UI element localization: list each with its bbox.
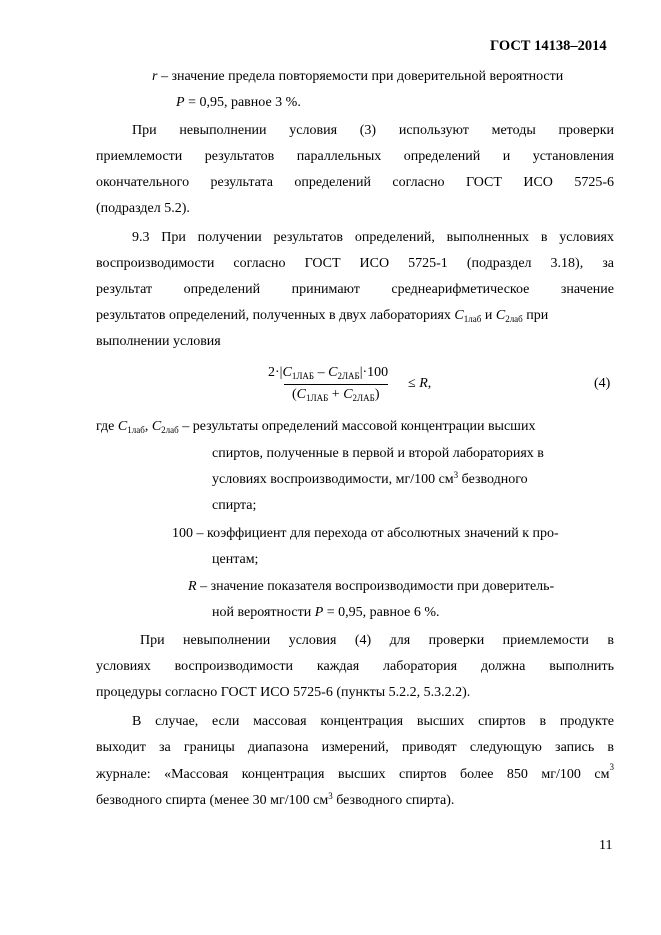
para2-line-labs <box>96 308 548 327</box>
para4-line-last <box>96 793 454 809</box>
symbol-100: 100 <box>172 526 193 541</box>
para1-line: При невыполнении условия (3) используют методы проверки <box>132 123 614 138</box>
para4-line-journal <box>96 762 614 783</box>
definition-r-line2 <box>176 95 301 111</box>
where-line-units <box>212 472 528 488</box>
standard-header: ГОСТ 14138–2014 <box>490 38 607 54</box>
para3-line: процедуры согласно ГОСТ ИСО 5725-6 (пункты 5.2.2, 5.3.2.2). <box>96 685 471 700</box>
para3-line: условиях воспроизводимости каждая лаборатория должна выполнить <box>96 659 614 674</box>
para2-line: результат определений принимают среднеарифметическое значение <box>96 282 614 297</box>
para4-last-tail: безводного спирта). <box>332 793 455 808</box>
where-line: спиртов, полученные в первой и второй лабораториях в <box>212 446 544 461</box>
symbol-r: r <box>152 69 158 84</box>
definition-100 <box>172 526 559 542</box>
para2-tail: при <box>522 308 549 323</box>
symbol-p: P <box>176 95 185 110</box>
formula-den-c1: C <box>296 387 307 402</box>
where-sep: , <box>144 419 152 434</box>
definition-r-text: – значение предела повторяемости при доверительной вероятности <box>157 69 564 84</box>
para2-line: 9.3 При получении результатов определений, выполненных в условиях <box>132 230 614 245</box>
where-units-text: условиях воспроизводимости, мг/100 см <box>212 472 454 487</box>
para4-journal-text: журнале: «Массовая концентрация высших спиртов более 850 мг/100 см <box>96 767 610 782</box>
definition-100-text: – коэффициент для перехода от абсолютных значений к про- <box>193 526 559 541</box>
formula-coef: 2·| <box>268 365 283 380</box>
definition-r-value: = 0,95, равное 3 %. <box>184 95 301 110</box>
where-line <box>96 419 535 438</box>
c1-subscript: 1лаб <box>463 314 482 324</box>
definition-bigr-line2 <box>212 605 440 621</box>
formula-paren-open: ( <box>292 387 297 402</box>
para4-last-text: безводного спирта (менее 30 мг/100 см <box>96 793 329 808</box>
formula-denominator <box>292 387 380 403</box>
para2-line: воспроизводимости согласно ГОСТ ИСО 5725-1 (подраздел 3.18), за <box>96 256 614 271</box>
formula-c1-sub: 1ЛАБ <box>291 371 315 381</box>
formula-paren-close: ) <box>374 387 380 402</box>
symbol-bigr: R <box>188 579 197 594</box>
where-c2: C <box>151 419 162 434</box>
para1-line: приемлемости результатов параллельных определений и установления <box>96 149 614 164</box>
conjunction: и <box>481 308 496 323</box>
symbol-p: P <box>314 605 324 620</box>
leq-sign: ≤ <box>408 376 420 391</box>
c1-symbol: C <box>454 308 464 323</box>
formula-relation <box>408 376 431 392</box>
cubic-superscript: 3 <box>328 791 333 801</box>
where-c1-sub: 1лаб <box>127 425 145 435</box>
formula-comma: , <box>427 376 432 391</box>
para2-text: результатов определений, полученных в двух лабораториях <box>96 308 455 323</box>
formula-plus: + <box>328 387 344 402</box>
where-c1: C <box>117 419 128 434</box>
formula-den-c1-sub: 1ЛАБ <box>306 393 329 403</box>
where-c2-sub: 2лаб <box>161 425 179 435</box>
formula-c1: C <box>282 365 292 380</box>
definition-bigr-text2: ной вероятности <box>212 605 315 620</box>
formula-c2: C <box>328 365 338 380</box>
definition-r <box>152 69 563 85</box>
para4-line: В случае, если массовая концентрация высших спиртов в продукте <box>132 714 614 729</box>
formula-r: R <box>419 376 428 391</box>
definition-bigr-value: = 0,95, равное 6 %. <box>323 605 440 620</box>
where-line: спирта; <box>212 498 257 513</box>
cubic-superscript: 3 <box>453 470 459 480</box>
formula-c2-sub: 2ЛАБ <box>337 371 360 381</box>
para1-line: (подраздел 5.2). <box>96 201 190 216</box>
formula-den-c2: C <box>343 387 353 402</box>
where-prefix: где <box>96 419 118 434</box>
formula-den-c2-sub: 2ЛАБ <box>352 393 375 403</box>
formula-times100: |·100 <box>359 365 389 380</box>
definition-bigr <box>188 579 554 595</box>
para3-line: При невыполнении условия (4) для проверки приемлемости в <box>140 633 614 648</box>
page-number: 11 <box>599 838 613 853</box>
definition-bigr-text: – значение показателя воспроизводимости при доверитель- <box>196 579 555 594</box>
where-units-tail: безводного <box>458 472 528 487</box>
fraction-bar <box>284 384 388 385</box>
formula-minus: – <box>314 365 329 380</box>
formula-number: (4) <box>594 376 611 391</box>
c2-subscript: 2лаб <box>505 314 523 324</box>
where-definition: – результаты определений массовой концентрации высших <box>178 419 536 434</box>
para4-line: выходит за границы диапазона измерений, приводят следующую запись в <box>96 740 614 755</box>
para1-line: окончательного результата определений согласно ГОСТ ИСО 5725-6 <box>96 175 614 190</box>
formula-numerator <box>268 365 388 381</box>
c2-symbol: C <box>495 308 506 323</box>
definition-100-line2: центам; <box>212 552 259 567</box>
cubic-superscript: 3 <box>609 762 614 772</box>
para2-line: выполнении условия <box>96 334 221 349</box>
